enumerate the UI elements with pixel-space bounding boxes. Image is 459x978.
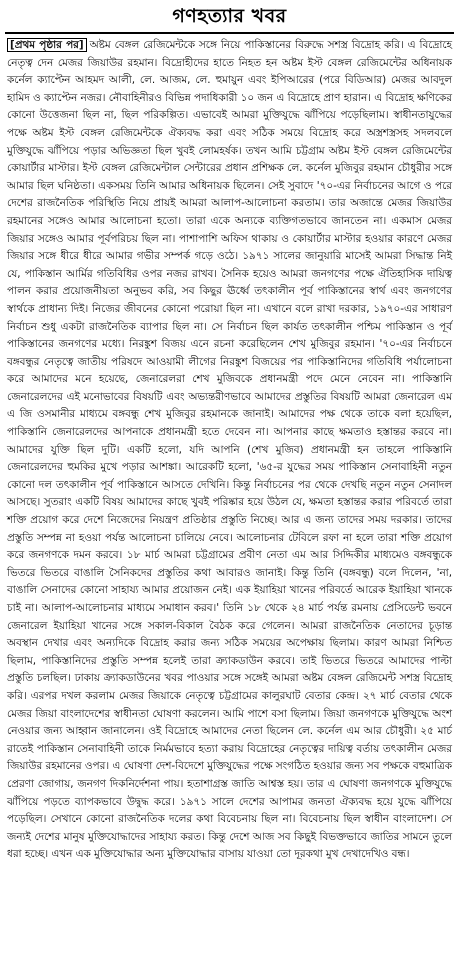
headline: গণহত্যার খবর [172,5,287,27]
article-text: অষ্টম বেঙ্গল রেজিমেন্টকে সঙ্গে নিয়ে পাকিস্তানের বিরুদ্ধে সশস্ত্র বিদ্রোহ করি। এ বিদ্রোহে নেতৃত্ব দেন মেজর জিয়াউর রহমান। বিদ্রোহীদের হাতে নিহত হন অষ্টম ইস্ট বেঙ্গল রেজিমেন্টের অধিনায়ক কর্নেল ক্যাপ্টেন আহমদ আলী, লে. আজম, লে. হুমায়ুন এবং ইপিআরের (পরে বিডিআর) মেজর আবদুল হামিদ ও ক্যাপ্টেন নজর। নৌবাহিনীরও বিভিন্ন পদাধিকারী ১০ জন এ বিদ্রোহে প্রাণ হারান। এ বিদ্রোহ ক্ষণিকের কোনো উত্তেজনা ছিল না, ছিল পরিকল্পিত। এভাবেই আমরা মুক্তিযুদ্ধে ঝাঁপিয়ে পড়েছিলাম। স্বাধীনতাযুদ্ধের পক্ষে অষ্টম ইস্ট বেঙ্গল রেজিমেন্টকে ঐক্যবদ্ধ করা এবং সঠিক সময়ে বিদ্রোহ করে অস্ত্রশস্ত্রসহ সদলবলে মুক্তিযুদ্ধে ঝাঁপিয়ে পড়ার অভিজ্ঞতা ছিল খুবই লোমহর্ষক। তখন আমি চট্টগ্রাম অষ্টম ইস্ট বেঙ্গল রেজিমেন্টের কোয়ার্টার মাস্টার। ইস্ট বেঙ্গল রেজিমেন্টাল সেন্টারের প্রধান প্রশিক্ষক লে. কর্নেল মুজিবুর রহমান চৌধুরীর সঙ্গে আমার ছিল ঘনিষ্ঠতা। একসময় তিনি আমার অধিনায়ক ছিলেন। সেই সুবাদে '৭০-এর নির্বাচনের আগে ও পরে দেশের রাজনৈতিক পরিস্থিতি নিয়ে প্রায়ই আমরা আলাপ-আলোচনা করতাম। তার অজান্তে মেজর জিয়াউর রহমানের সঙ্গেও আমার আলোচনা হতো। তারা একে অন্যকে ব্যক্তিগতভাবে জানতেন না। একমাস মেজর জিয়ার সঙ্গেও আমার পূর্বপরিচয় ছিল না। পাশাপাশি অফিস থাকায় ও কোয়ার্টার মাস্টার হওয়ার কারণে মেজর জিয়ার সঙ্গে ধীরে ধীরে আমার গভীর সম্পর্ক গড়ে ওঠে। ১৯৭১ সালের জানুয়ারি মাসেই আমরা সিদ্ধান্ত নিই যে, পাকিস্তান আর্মির গতিবিধির ওপর নজর রাখব। সৈনিক হয়েও আমরা জনগণের পক্ষে ঐতিহাসিক দায়িত্ব পালন করার প্রয়োজনীয়তা অনুভব করি, সব কিছুর ঊর্ধ্বে তৎকালীন পূর্ব পাকিস্তানের স্বার্থ এবং জনগণের স্বার্থকে প্রাধান্য দিই। নিজের জীবনের কোনো পরোয়া ছিল না। এখানে বলে রাখা দরকার, ১৯৭০-এর সাধারণ নির্বাচন শুধু একটা রাজনৈতিক ব্যাপার ছিল না। সে নির্বাচন ছিল কার্যত তৎকালীন পশ্চিম পাকিস্তান ও পূর্ব পাকিস্তানের জনগণের মধ্যে। নিরঙ্কুশ বিজয় এনে রচনা করেছিলেন শেখ মুজিবুর রহমান। '৭০-এর নির্বাচনে বঙ্গবন্ধুর নেতৃত্বে জাতীয় পরিষদে আওয়ামী লীগের নিরঙ্কুশ বিজয়ের পর পাকিস্তানিদের গতিবিধি পর্যালোচনা করে আমাদের মনে হয়েছে, জেনারেলরা শেখ মুজিবকে প্রধানমন্ত্রী পদে মেনে নেবেন না। পাকিস্তানি জেনারেলদের এই মনোভাবের বিষয়টি এবং অভ্যন্তরীণভাবে আমাদের প্রস্তুতির বিষয়টি আমরা জেনারেল এম এ জি ওসমানীর মাধ্যমে বঙ্গবন্ধু শেখ মুজিবুর রহমানকে জানাই। আমাদের পক্ষ থেকে তাকে বলা হয়েছিল, পাকিস্তানি জেনারেলদের আপনাকে প্রধানমন্ত্রী হতে দেবেন না। আপনার কাছে ক্ষমতাও হস্তান্তর করবে না। আমাদের যুক্তি ছিল দুটি। একটি হলো, যদি আপনি (শেখ মুজিব) প্রধানমন্ত্রী হন তাহলে পাকিস্তানি জেনারেলদের হুমকির মুখে পড়ার আশঙ্কা। আরেকটি হলো, '৬৫-র যুদ্ধের সময় পাকিস্তান সেনাবাহিনী নতুন কোনো দল তৎকালীন পূর্ব পাকিস্তানে আসতে দেখিনি। কিন্তু নির্বাচনের পর থেকে দেখছি নতুন নতুন সেনাদল আসছে। সুতরাং একটি বিষয় আমাদের কাছে খুবই পরিষ্কার হয়ে উঠল যে, ক্ষমতা হস্তান্তর করার পরিবর্তে তারা শক্তি প্রয়োগ করে দেশে নিজেদের নিয়ন্ত্রণ প্রতিষ্ঠার প্রস্তুতি নিচ্ছে। আর এ জন্য তাদের সময় দরকার। তাদের প্রস্তুতি সম্পন্ন না হওয়া পর্যন্ত আলোচনা চালিয়ে নেবে। আলোচনার টেবিলে রফা না হলে তারা শক্তি প্রয়োগ করে জনগণকে দমন করবে। ১৮ মার্চ আমরা চট্টগ্রামের প্রবীণ নেতা এম আর সিদ্দিকীর মাধ্যমেও বঙ্গবন্ধুকে ভিতরে ভিতরে বাঙালি সৈনিকদের প্রস্তুতির কথা আবারও জানাই। কিন্তু তিনি (বঙ্গবন্ধু) বলে দিলেন, 'না, বাঙালি সেনাদের কোনো সাহায্য আমার প্রয়োজন নেই। এক ইয়াহিয়া খানের পরিবর্তে আরেক ইয়াহিয়া খানকে চাই না। আলাপ-আলোচনার মাধ্যমে সমাধান করব।' তিনি ১৮ থেকে ২৪ মার্চ পর্যন্ত রমনায় প্রেসিডেন্ট ভবনে জেনারেল ইয়াহিয়া খানের সঙ্গে সকাল-বিকাল বৈঠক করে গেলেন। আমরা রাজনৈতিক নেতাদের চূড়ান্ত অবস্থান দেখার এবং অন্যদিকে বিদ্রোহ করার জন্য সঠিক সময়ের অপেক্ষায় ছিলাম। কারণ আমরা নিশ্চিত ছিলাম, পাকিস্তানিদের প্রস্তুতি সম্পন্ন হলেই তারা ক্র্যাকডাউন করবে। তাই ভিতরে ভিতরে আমাদের পাল্টা প্রস্তুতি চলছিল। ঢাকায় ক্র্যাকডাউনের খবর পাওয়ার সঙ্গে সঙ্গেই আমরা অষ্টম বেঙ্গল রেজিমেন্ট সশস্ত্র বিদ্রোহ করি। এরপর দখল করলাম মেজর জিয়াকে নেতৃত্বে চট্টগ্রামের কালুরঘাট বেতার কেন্দ্র। ২৭ মার্চ বেতার থেকে মেজর জিয়া বাংলাদেশের স্বাধীনতা ঘোষণা করলেন। আমি পাশে বসা ছিলাম। জিয়া জনগণকে মুক্তিযুদ্ধে অংশ নেওয়ার জন্য আহ্বান জানালেন। ওই বিদ্রোহে আমাদের নেতা ছিলেন লে. কর্নেল এম আর চৌধুরী। ২৫ মার্চ রাতেই পাকিস্তান সেনাবাহিনী তাকে নির্মমভাবে হত্যা করায় বিদ্রোহের নেতৃত্বের দায়িত্ব বর্তায় তৎকালীন মেজর জিয়াউর রহমানের ওপর। এ ঘোষণা দেশ-বিদেশে মুক্তিযুদ্ধের পক্ষে সংগঠিত হওয়ার জন্য সব পক্ষকে বহুমাত্রিক প্রেরণা জোগায়, জনগণ দিকনির্দেশনা পায়। হতাশাগ্রস্ত জাতি আশ্বস্ত হয়। তার এ ঘোষণা জনগণকে মুক্তিযুদ্ধে ঝাঁপিয়ে পড়তে ব্যাপকভাবে উদ্বুদ্ধ করে। ১৯৭১ সালে দেশের আপামর জনতা ঐক্যবদ্ধ হয়ে যুদ্ধে ঝাঁপিয়ে পড়েছিল। সেখানে কোনো রাজনৈতিক দলের কথা বিবেচনায় ছিল না। বিবেচনায় ছিল স্বাধীন বাংলাদেশ। সে জন্যই দেশের মানুষ মুক্তিযোদ্ধাদের সাহায্য করত। কিন্তু দেশে আজ সব কিছুই বিভক্তভাবে জাতির সামনে তুলে ধরা হচ্ছে। এখন এক মুক্তিযোদ্ধার অন্য মুক্তিযোদ্ধার বাসায় যাওয়া তো দূরকথা মুখ দেখাদেখিও বন্ধ। [7,39,452,861]
article-body [5,37,454,864]
headline-divider [5,32,454,34]
continuation-tag: [প্রথম পৃষ্ঠার পর] [7,38,87,52]
